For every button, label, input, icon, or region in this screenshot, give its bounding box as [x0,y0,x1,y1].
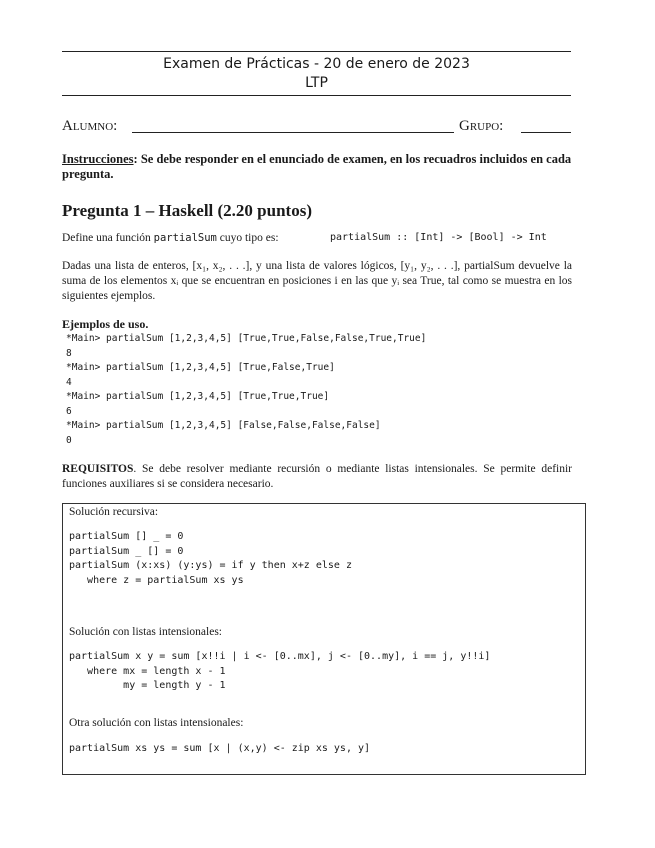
instructions [62,152,572,182]
code-line: where z = partialSum xs ys [69,574,244,586]
example-line: 8 [66,347,72,359]
code-line: partialSum x y = sum [x!!i | i <- [0..mx], j <- [0..my], i == j, y!!i] [69,651,491,662]
recursive-solution-label: Solución recursiva: [69,506,159,518]
instructions-label: Instrucciones [62,152,134,166]
question-title: Pregunta 1 – Haskell (2.20 puntos) [62,201,312,220]
top-rule [62,51,571,52]
code-line: my = length y - 1 [69,680,226,691]
function-name: partialSum [153,232,217,244]
other-solution-label: Otra solución con listas intensionales: [69,717,244,729]
example-line: *Main> partialSum [1,2,3,4,5] [True,True,True] [66,391,330,402]
code-line: where mx = length x - 1 [69,665,226,677]
example-line: 0 [66,434,72,446]
define-prefix: Define una función [62,232,154,244]
instructions-text: : Se debe responder en el enunciado de examen, en los recuadros incluidos en cada pregunta. [62,152,572,181]
example-line: *Main> partialSum [1,2,3,4,5] [True,True,False,False,True,True] [66,333,427,344]
code-line: partialSum xs ys = sum [x | (x,y) <- zip xs ys, y] [69,743,371,754]
examples-title: Ejemplos de uso. [62,317,149,331]
alumno-label: Alumno: [62,118,118,134]
grupo-field[interactable] [521,132,571,133]
example-line: *Main> partialSum [1,2,3,4,5] [True,False,True] [66,362,335,373]
grupo-label: Grupo: [459,118,504,134]
example-line: 6 [66,405,72,417]
example-line: *Main> partialSum [1,2,3,4,5] [False,False,False,False] [66,420,381,431]
alumno-field[interactable] [132,132,454,133]
define-suffix: cuyo tipo es: [216,232,279,244]
code-line: partialSum (x:xs) (y:ys) = if y then x+z else z [69,560,352,571]
example-line: 4 [66,376,72,388]
exam-title: Examen de Prácticas - 20 de enero de 2023 [163,56,470,72]
type-signature: partialSum :: [Int] -> [Bool] -> Int [330,232,547,243]
requisitos-label: REQUISITOS [62,463,134,475]
header-bottom-rule [62,95,571,96]
code-line: partialSum [] _ = 0 [69,531,184,542]
requisitos [62,462,572,492]
requisitos-text: . Se debe resolver mediante recursión o mediante listas intensionales. Se permite definir funciones auxiliares si se considera necesario. [62,463,572,490]
description: Dadas una lista de enteros, [x₁, x₂, . . .], y una lista de valores lógicos, [y₁, y₂, . . .], partialSum devuelve la suma de los elementos xᵢ que se encuentran en posiciones i en las que yᵢ sea True, tal como se muestra en los siguientes ejemplos. [62,260,572,302]
intensional-solution-label: Solución con listas intensionales: [69,626,222,638]
course-name: LTP [305,75,328,91]
code-line: partialSum _ [] = 0 [69,545,184,557]
